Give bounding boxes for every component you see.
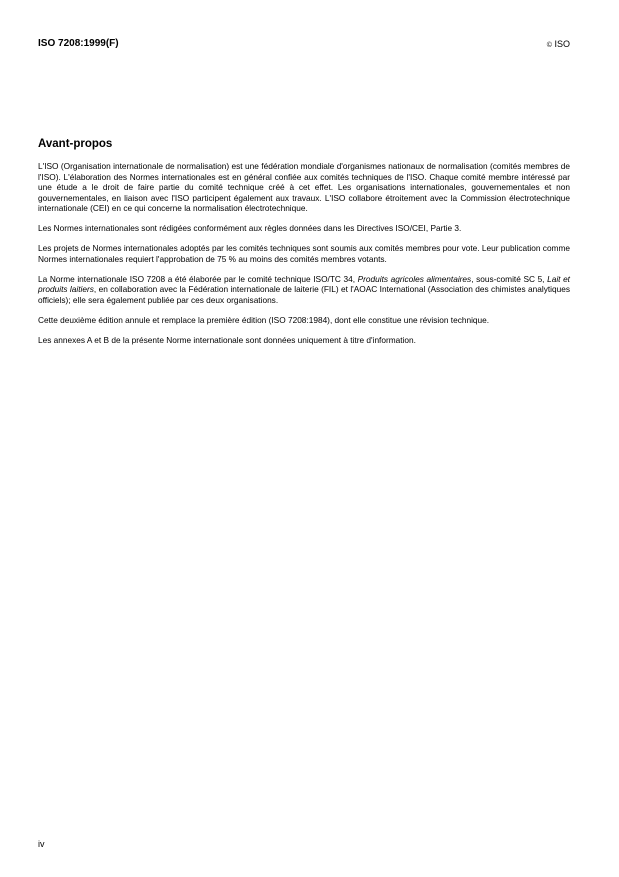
page-number: iv: [38, 839, 45, 849]
paragraph-committee: [38, 274, 570, 306]
committee-text-2: , sous-comité SC 5,: [471, 273, 548, 284]
copyright-notice: [547, 38, 570, 52]
committee-text-3: , en collaboration avec la Fédération internationale de laiterie (FIL) et l'AOAC International (Association des chimistes analytiques officiels); elle sera également publiée par ces deux organisations.: [38, 284, 570, 305]
paragraph-annexes: Les annexes A et B de la présente Norme internationale sont données uniquement à titre d'information.: [38, 334, 416, 345]
document-id: ISO 7208:1999(F): [38, 38, 119, 49]
committee-text-1: La Norme internationale ISO 7208 a été élaborée par le comité technique ISO/TC 34,: [38, 273, 358, 284]
section-title: Avant-propos: [38, 138, 113, 150]
copyright-org: ISO: [554, 39, 570, 49]
paragraph-edition: Cette deuxième édition annule et remplace la première édition (ISO 7208:1984), dont elle constitue une révision technique.: [38, 314, 490, 325]
paragraph-iso-organisation: L'ISO (Organisation internationale de normalisation) est une fédération mondiale d'organismes nationaux de normalisation (comités membres de l'ISO). L'élaboration des Normes internationales est en général confiée aux comités techniques de l'ISO. Chaque comité membre intéressé par une étude a le droit de faire partie du comité technique créé à cet effet. Les organisations internationales, gouvernementales et non gouvernementales, en liaison avec l'ISO participent également aux travaux. L'ISO collabore étroitement avec la Commission électrotechnique internationale (CEI) en ce qui concerne la normalisation électrotechnique.: [38, 161, 570, 213]
paragraph-directives: Les Normes internationales sont rédigées conformément aux règles données dans les Directives ISO/CEI, Partie 3.: [38, 223, 462, 233]
subcommittee-name-italic: Lait et produits laitiers: [38, 273, 570, 294]
foreword-section: [38, 137, 570, 355]
copyright-icon: ©: [546, 42, 552, 49]
committee-name-italic: Produits agricoles alimentaires: [357, 273, 472, 284]
paragraph-voting: Les projets de Normes internationales adoptés par les comités techniques sont soumis aux comités membres pour vote. Leur publication comme Normes internationales requiert l'approbation de 75 % au moins des comités membres votants.: [38, 243, 570, 264]
